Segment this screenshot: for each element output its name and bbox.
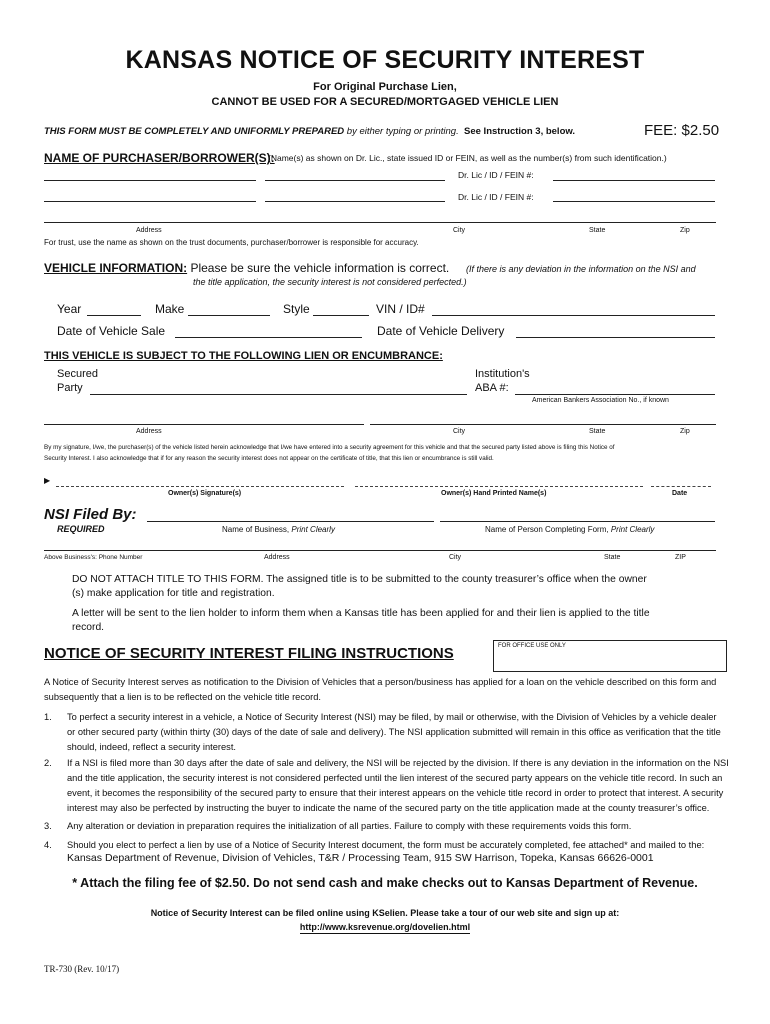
owner-printed-name-label: Owner(s) Hand Printed Name(s) xyxy=(441,490,547,497)
date-of-delivery-label: Date of Vehicle Delivery xyxy=(377,324,505,338)
owner-printed-name-field[interactable] xyxy=(355,486,643,487)
instruction-number: 2. xyxy=(44,758,52,768)
required-label: REQUIRED xyxy=(57,524,105,534)
filed-by-city-label: City xyxy=(449,554,462,561)
person-name-label-text: Name of Person Completing Form, xyxy=(485,525,609,534)
lien-letter-note xyxy=(72,607,732,635)
acknowledgement-text xyxy=(44,442,734,464)
prepare-notice xyxy=(44,126,575,137)
lien-state-label: State xyxy=(589,428,606,435)
id-number-field-1[interactable] xyxy=(553,180,715,181)
purchaser-heading: NAME OF PURCHASER/BORROWER(S): xyxy=(44,151,275,165)
instruction-reference: See Instruction 3, below. xyxy=(464,126,576,137)
secured-label: Secured xyxy=(57,368,98,380)
lien-heading: THIS VEHICLE IS SUBJECT TO THE FOLLOWING LIEN OR ENCUMBRANCE: xyxy=(44,350,443,362)
purchaser-name-field-4[interactable] xyxy=(265,201,445,202)
person-name-field[interactable] xyxy=(440,521,715,522)
instruction-line: Should you elect to perfect a lien by use of a Notice of Security Interest document, the form must be accurately completed, fee attached* and mailed to the: xyxy=(67,840,705,850)
trust-note: For trust, use the name as shown on the trust documents, purchaser/borrower is responsible for accuracy. xyxy=(44,238,419,247)
business-contact-field[interactable] xyxy=(44,550,716,551)
vehicle-heading-line xyxy=(44,261,449,275)
purchaser-hint: (Name(s) as shown on Dr. Lic., state issued ID or FEIN, as well as the number(s) from such identification.) xyxy=(268,153,667,163)
mailing-address: Kansas Department of Revenue, Division of Vehicles, T&R / Processing Team, 915 SW Harrison, Topeka, Kansas 66626-0001 xyxy=(67,852,654,864)
filed-by-state-label: State xyxy=(604,554,621,561)
id-label-2: Dr. Lic / ID / FEIN #: xyxy=(458,192,534,202)
lien-city-label: City xyxy=(453,428,466,435)
institutions-label: Institution's xyxy=(475,368,530,380)
vehicle-warning-1: (If there is any deviation in the information on the NSI and xyxy=(466,264,696,274)
lien-zip-label: Zip xyxy=(680,428,690,435)
date-of-sale-field[interactable] xyxy=(175,337,362,338)
phone-label: Above Business's: Phone Number xyxy=(44,554,143,561)
filed-by-address-label: Address xyxy=(264,554,290,561)
signature-arrow-icon: ▶ xyxy=(44,476,51,485)
online-filing-note: Notice of Security Interest can be filed online using KSelien. Please take a tour of our web site and sign up at: xyxy=(150,908,620,918)
online-filing-url-row xyxy=(0,922,770,932)
signature-date-label: Date xyxy=(672,490,688,497)
vehicle-intro: Please be sure the vehicle information is correct. xyxy=(190,261,450,275)
make-label: Make xyxy=(155,302,185,316)
make-field[interactable] xyxy=(188,315,270,316)
instruction-number: 1. xyxy=(44,712,52,722)
instruction-item-3 xyxy=(44,819,734,834)
id-number-field-2[interactable] xyxy=(553,201,715,202)
owner-signature-field[interactable] xyxy=(56,486,344,487)
filed-by-zip-label: ZIP xyxy=(675,554,686,561)
instructions-heading: NOTICE OF SECURITY INTEREST FILING INSTRUCTIONS xyxy=(44,645,454,662)
year-field[interactable] xyxy=(87,315,141,316)
instructions-intro-line-1: A Notice of Security Interest serves as notification to the Division of Vehicles that a person/business has applied for a loan on the vehicle described on this form and xyxy=(44,677,717,687)
instruction-line: If a NSI is filed more than 30 days after the date of sale and delivery, the NSI will be rejected by the division. If there is any deviation in the information on the NSI xyxy=(67,758,729,768)
lien-address-label: Address xyxy=(136,428,162,435)
year-label: Year xyxy=(57,302,82,316)
business-name-label-text: Name of Business, xyxy=(222,525,290,534)
prepare-notice-rest: by either typing or printing. xyxy=(346,126,459,137)
fee-label: FEE: $2.50 xyxy=(644,122,720,139)
acknowledgement-line-2: Security Interest. I also acknowledge that if for any reason the security interest does not appear on the certificate of title, that this lien or encumbrance is still valid. xyxy=(44,455,494,462)
office-use-box xyxy=(493,640,727,672)
instruction-line: should, indeed, reflect a security interest. xyxy=(67,742,236,752)
form-id: TR-730 (Rev. 10/17) xyxy=(44,964,120,974)
attach-note-line-2: (s) make application for title and registration. xyxy=(72,588,275,599)
style-field[interactable] xyxy=(313,315,369,316)
date-of-delivery-field[interactable] xyxy=(516,337,715,338)
purchaser-city-label: City xyxy=(453,227,466,234)
purchaser-name-field-3[interactable] xyxy=(44,201,256,202)
purchaser-state-label: State xyxy=(589,227,606,234)
purchaser-name-field-1[interactable] xyxy=(44,180,256,181)
form-subtitle: For Original Purchase Lien, xyxy=(313,81,457,93)
owner-signature-label: Owner(s) Signature(s) xyxy=(168,490,242,497)
instruction-line: interest may also be perfected by instructing the buyer to indicate the name of the secured party on the title application made at the county treasurer’s office. xyxy=(67,803,710,813)
office-use-label: FOR OFFICE USE ONLY xyxy=(498,643,566,649)
vehicle-heading: VEHICLE INFORMATION: xyxy=(44,261,188,275)
instructions-intro-line-2: subsequently that a lien is to be reflected on the vehicle title record. xyxy=(44,692,322,702)
business-name-label xyxy=(222,525,335,534)
instructions-intro xyxy=(44,675,734,705)
instruction-line: and the title application, the security interest is not considered perfected until the lien interest of the secured party appears on the vehicle title record. In such an xyxy=(67,773,723,783)
id-label-1: Dr. Lic / ID / FEIN #: xyxy=(458,170,534,180)
nsi-filed-by-heading: NSI Filed By: xyxy=(44,506,137,523)
vehicle-warning-2: the title application, the security interest is not considered perfected.) xyxy=(193,277,467,287)
instruction-line: Any alteration or deviation in preparation requires the initialization of all parties. Failure to comply with these requirements voids this form. xyxy=(67,821,632,831)
instruction-line: or other secured party (within thirty (30) days of the date of sale and delivery). The NSI application submitted will remain in this office as verification that the title xyxy=(67,727,721,737)
date-of-sale-label: Date of Vehicle Sale xyxy=(57,324,166,338)
party-label: Party xyxy=(57,382,83,394)
purchaser-name-field-2[interactable] xyxy=(265,180,445,181)
vin-label: VIN / ID# xyxy=(376,302,425,316)
attach-note-line-1: DO NOT ATTACH TITLE TO THIS FORM. The assigned title is to be submitted to the county treasurer’s office when the owner xyxy=(72,574,647,585)
signature-date-field[interactable] xyxy=(651,486,711,487)
acknowledgement-line-1: By my signature, I/we, the purchaser(s) of the vehicle listed herein acknowledge that I/we have entered into a security agreement for this vehicle and that the secured party listed above is filing this Notice of xyxy=(44,444,615,451)
person-name-print-clearly: Print Clearly xyxy=(610,525,655,534)
lien-city-state-zip-field[interactable] xyxy=(370,424,716,425)
instruction-number: 4. xyxy=(44,840,52,850)
instruction-number: 3. xyxy=(44,821,52,831)
instruction-line: To perfect a security interest in a vehicle, a Notice of Security Interest (NSI) may be filed, by mail or otherwise, with the Division of Vehicles by a vehicle dealer xyxy=(67,712,717,722)
filing-fee-note: * Attach the filing fee of $2.50. Do not send cash and make checks out to Kansas Department of Revenue. xyxy=(72,876,698,890)
purchaser-zip-label: Zip xyxy=(680,227,690,234)
instruction-item-2 xyxy=(44,756,734,816)
aba-note: American Bankers Association No., if known xyxy=(532,397,669,404)
aba-label: ABA #: xyxy=(475,382,509,394)
prepare-notice-bold: THIS FORM MUST BE COMPLETELY AND UNIFORMLY PREPARED xyxy=(44,126,345,137)
lien-address-field[interactable] xyxy=(44,424,364,425)
purchaser-address-label: Address xyxy=(136,227,162,234)
instruction-line: event, it becomes the responsibility of the secured party to ensure that their interest appears on the vehicle title record in order to protect that interest. A security xyxy=(67,788,724,798)
business-name-field[interactable] xyxy=(147,521,434,522)
style-label: Style xyxy=(283,302,310,316)
attach-title-note xyxy=(72,573,732,601)
form-title: KANSAS NOTICE OF SECURITY INTEREST xyxy=(125,46,645,74)
aba-number-field[interactable] xyxy=(515,394,715,395)
form-subtitle-restriction: CANNOT BE USED FOR A SECURED/MORTGAGED VEHICLE LIEN xyxy=(211,96,559,108)
business-name-print-clearly: Print Clearly xyxy=(291,525,335,534)
person-name-label xyxy=(485,525,654,534)
kselien-link[interactable]: http://www.ksrevenue.org/dovelien.html xyxy=(299,922,471,932)
lien-letter-line-2: record. xyxy=(72,622,105,633)
instruction-item-1 xyxy=(44,710,734,755)
lien-letter-line-1: A letter will be sent to the lien holder to inform them when a Kansas title has been applied for and their lien is applied to the title xyxy=(72,608,650,619)
secured-party-field[interactable] xyxy=(90,394,467,395)
instruction-item-4 xyxy=(44,838,734,853)
vin-field[interactable] xyxy=(432,315,715,316)
purchaser-address-field[interactable] xyxy=(44,222,716,223)
